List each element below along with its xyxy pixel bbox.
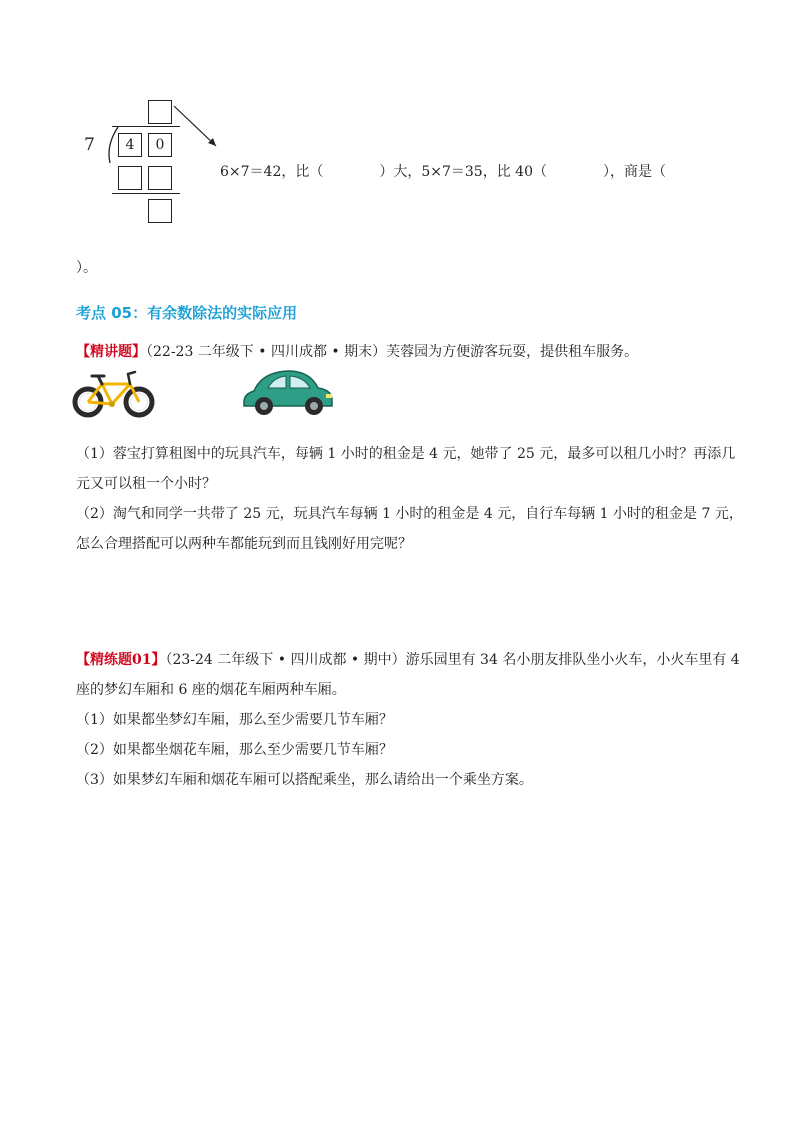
product-box-1[interactable] xyxy=(118,166,142,190)
example-intro-line xyxy=(76,342,638,362)
practice-q1: （1）如果都坐梦幻车厢，那么至少需要几节车厢？ xyxy=(76,712,393,728)
example-tag: 【精讲题】 xyxy=(76,344,146,360)
section-title: 考点 05：有余数除法的实际应用 xyxy=(76,304,298,322)
product-box-2[interactable] xyxy=(148,166,172,190)
bicycle-image xyxy=(72,368,156,420)
example-q2-line1: （2）淘气和同学一共带了 25 元，玩具汽车每辆 1 小时的租金是 4 元，自行车每辆 1 小时的租金是 7 元， xyxy=(76,506,743,522)
example-q1-line2: 元又可以租一个小时？ xyxy=(76,476,216,492)
remainder-box[interactable] xyxy=(148,199,172,223)
division-bottom-line xyxy=(112,193,180,194)
practice-tag: 【精练题01】 xyxy=(76,652,166,668)
quotient-box[interactable] xyxy=(148,100,172,124)
divisor: 7 xyxy=(84,135,95,155)
practice-q2: （2）如果都坐烟花车厢，那么至少需要几节车厢？ xyxy=(76,742,393,758)
division-hint-continued: ）。 xyxy=(76,260,97,276)
practice-intro-line1 xyxy=(76,650,740,670)
example-intro: （22-23 二年级下 • 四川成都 • 期末）芙蓉园为方便游客玩耍，提供租车服务。 xyxy=(146,344,639,360)
arrow-icon xyxy=(172,104,222,154)
example-q2-line2: 怎么合理搭配可以两种车都能玩到而且钱刚好用完呢？ xyxy=(76,536,412,552)
dividend-digit-1: 4 xyxy=(125,137,135,153)
division-hint: 6×7＝42，比（ ）大，5×7＝35，比 40（ ），商是（ xyxy=(220,164,666,180)
example-q1-line1: （1）蓉宝打算租图中的玩具汽车，每辆 1 小时的租金是 4 元，她带了 25 元，最多可以租几小时？再添几 xyxy=(76,446,736,462)
toy-car-image xyxy=(240,366,336,418)
practice-intro-line2: 座的梦幻车厢和 6 座的烟花车厢两种车厢。 xyxy=(76,682,346,698)
dividend-digit-2: 0 xyxy=(155,137,165,153)
division-top-line xyxy=(112,126,180,127)
practice-q3: （3）如果梦幻车厢和烟花车厢可以搭配乘坐，那么请给出一个乘坐方案。 xyxy=(76,772,533,788)
practice-intro: （23-24 二年级下 • 四川成都 • 期中）游乐园里有 34 名小朋友排队坐小火车，小火车里有 4 xyxy=(165,652,740,668)
